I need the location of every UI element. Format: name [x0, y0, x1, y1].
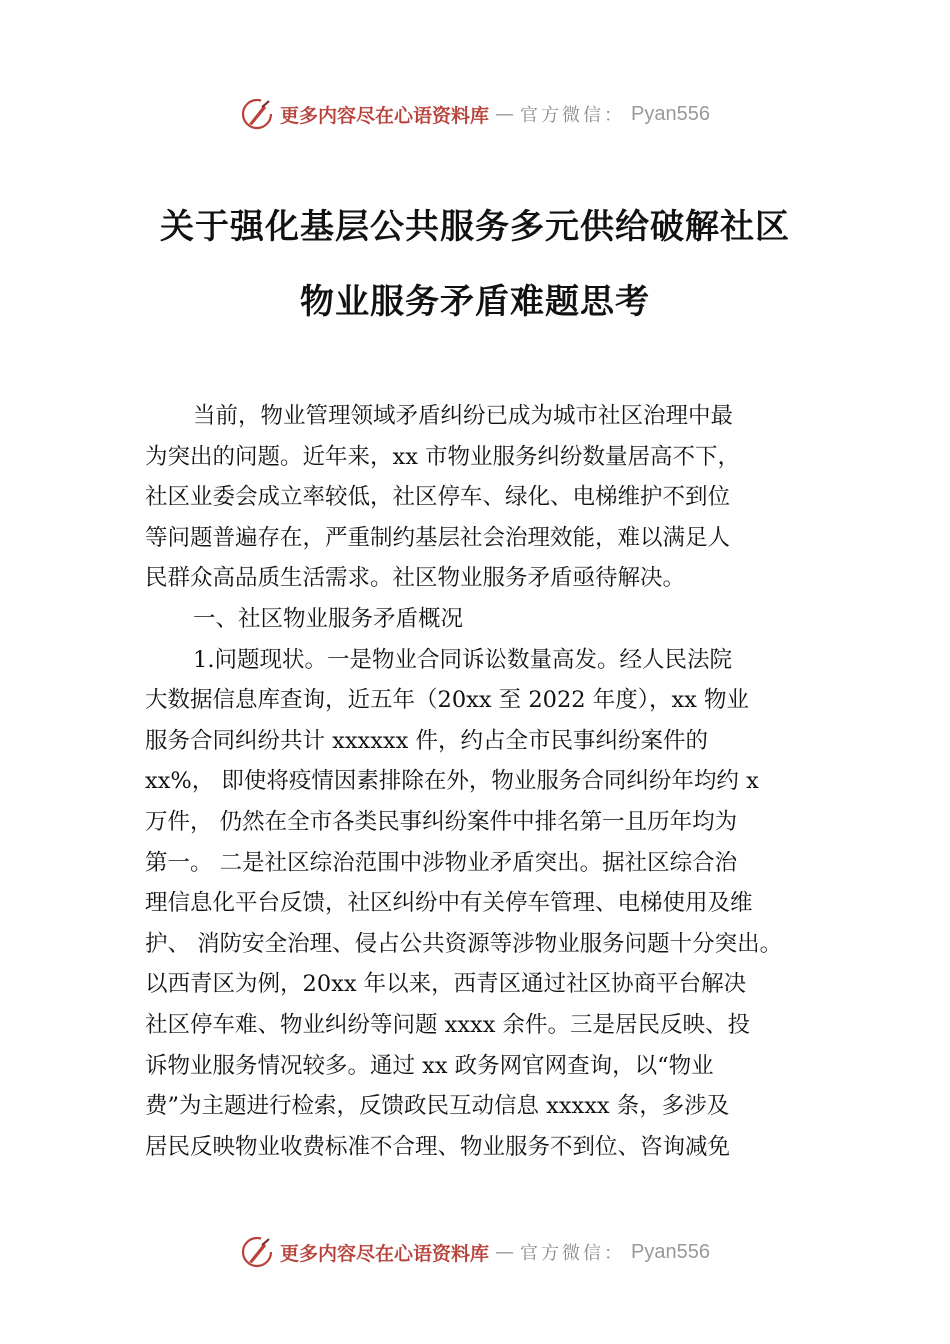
- body-line: 服务合同纠纷共计 xxxxxx 件，约占全市民事纠纷案件的: [145, 727, 708, 754]
- body-line: xx%， 即使将疫情因素排除在外，物业服务合同纠纷年均约 x: [145, 768, 759, 795]
- watermark-brand: 更多内容尽在心语资料库: [280, 1242, 490, 1265]
- body-line: 民群众高品质生活需求。社区物业服务矛盾亟待解决。: [145, 565, 686, 592]
- body-line: 第一。 二是社区综治范围中涉物业矛盾突出。据社区综合治: [145, 849, 738, 876]
- body-line: 大数据信息库查询，近五年（20xx 至 2022 年度），xx 物业: [145, 687, 750, 714]
- body-line: 为突出的问题。近年来，xx 市物业服务纠纷数量居高不下，: [145, 443, 741, 470]
- body-line: 护、 消防安全治理、侵占公共资源等涉物业服务问题十分突出。: [145, 930, 783, 957]
- body-line: 万件， 仍然在全市各类民事纠纷案件中排名第一且历年均为: [145, 808, 738, 835]
- document-title-line-1: 关于强化基层公共服务多元供给破解社区: [160, 207, 790, 247]
- footer-watermark: [0, 1232, 950, 1272]
- body-line: 诉物业服务情况较多。通过 xx 政务网官网查询，以“物业: [145, 1052, 714, 1079]
- quill-pen-icon: [240, 97, 274, 131]
- document-body: [145, 396, 817, 1167]
- watermark-wechat-id: Pyan556: [631, 102, 710, 125]
- watermark-wechat-label: 官方微信：: [520, 1243, 626, 1264]
- body-line: 等问题普遍存在，严重制约基层社会治理效能，难以满足人: [145, 524, 731, 551]
- header-watermark: [0, 94, 950, 134]
- body-line: 当前，物业管理领域矛盾纠纷已成为城市社区治理中最: [193, 403, 734, 429]
- quill-pen-icon: [240, 1235, 274, 1269]
- watermark-wechat-id: Pyan556: [631, 1240, 710, 1263]
- body-line: 居民反映物业收费标准不合理、物业服务不到位、咨询减免: [145, 1133, 731, 1160]
- body-line: 社区业委会成立率较低，社区停车、绿化、电梯维护不到位: [145, 484, 731, 511]
- body-line: 1.问题现状。一是物业合同诉讼数量高发。经人民法院: [193, 646, 732, 673]
- watermark-dash: —: [495, 103, 515, 125]
- section-heading: 一、社区物业服务矛盾概况: [193, 605, 464, 632]
- document-title-line-2: 物业服务矛盾难题思考: [300, 282, 650, 322]
- watermark-dash: —: [495, 1241, 515, 1263]
- body-line: 费”为主题进行检索，反馈政民互动信息 xxxxx 条，多涉及: [145, 1093, 730, 1120]
- body-line: 社区停车难、物业纠纷等问题 xxxx 余件。三是居民反映、投: [145, 1011, 751, 1038]
- watermark-brand: 更多内容尽在心语资料库: [280, 104, 490, 127]
- watermark-wechat-label: 官方微信：: [520, 105, 626, 126]
- body-line: 以西青区为例，20xx 年以来，西青区通过社区协商平台解决: [145, 971, 747, 998]
- body-line: 理信息化平台反馈，社区纠纷中有关停车管理、电梯使用及维: [145, 890, 753, 917]
